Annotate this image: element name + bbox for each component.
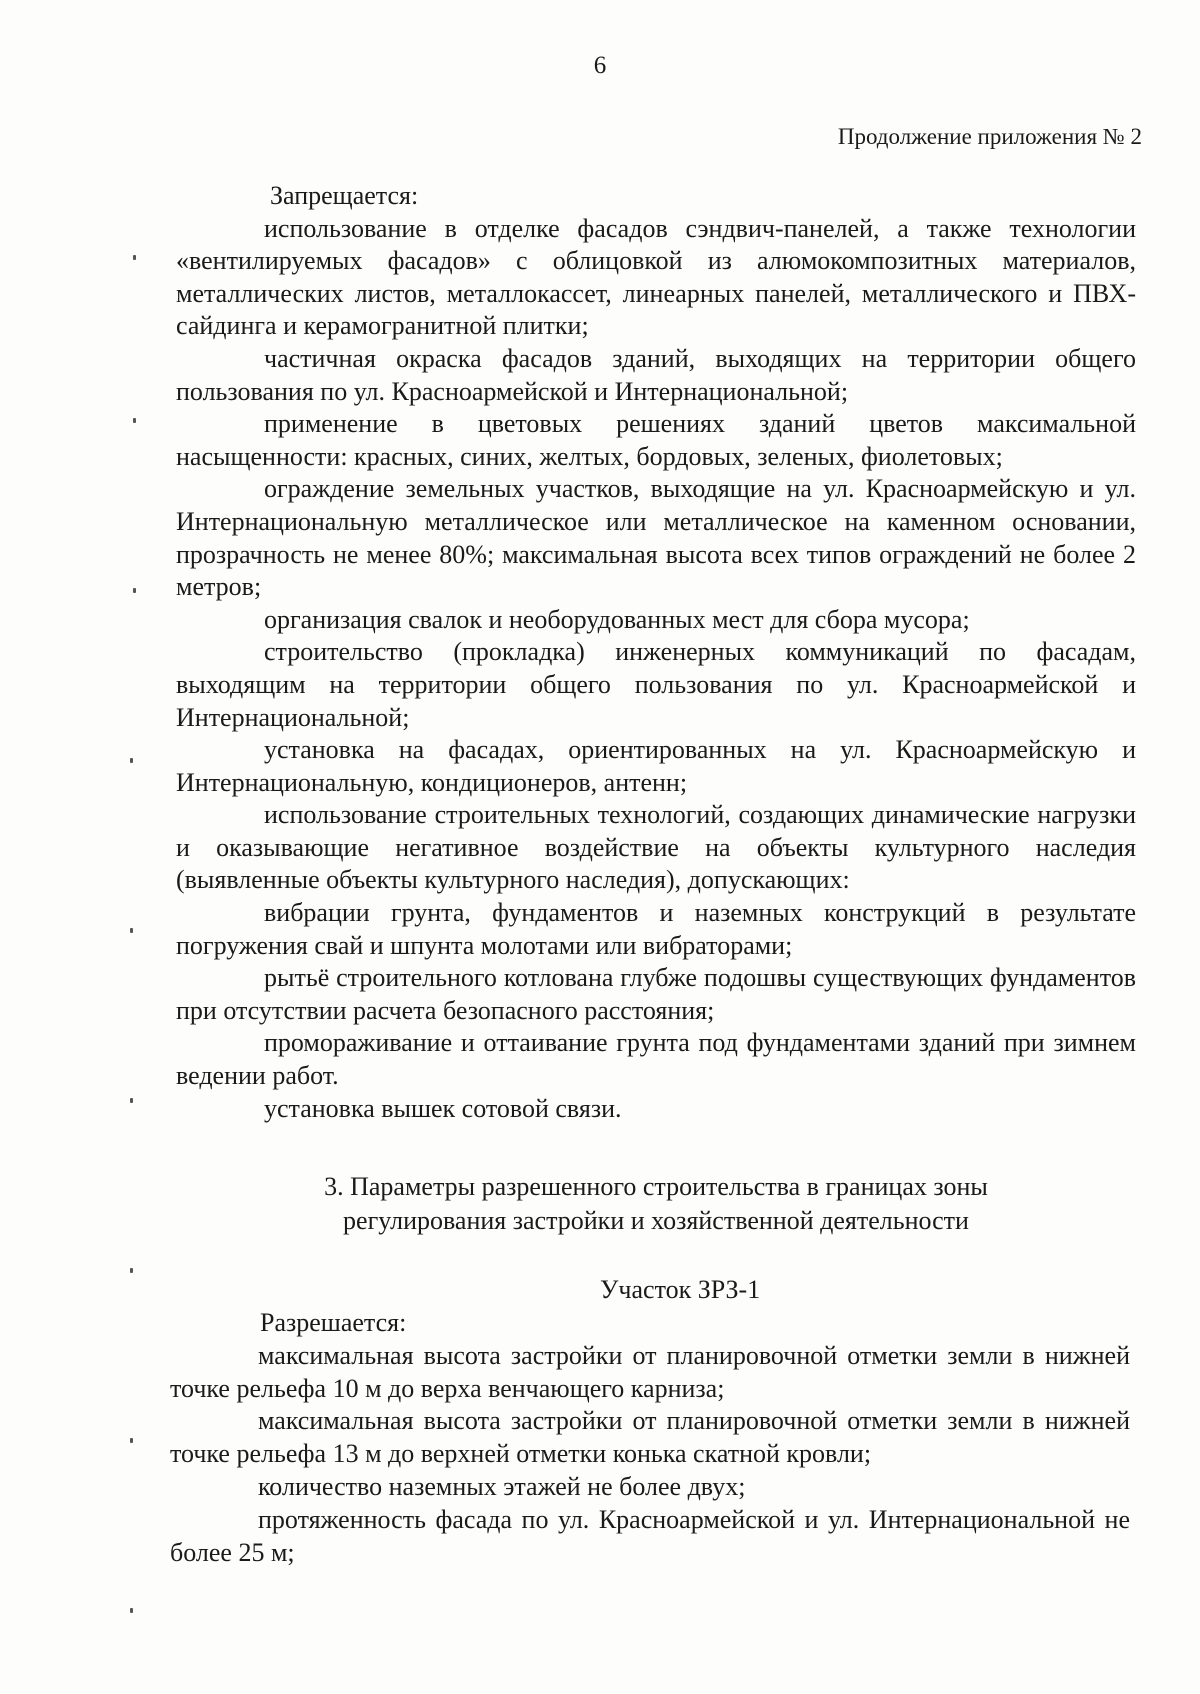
permitted-item: количество наземных этажей не более двух; bbox=[258, 1471, 746, 1501]
section-3-heading bbox=[176, 1170, 1136, 1238]
permitted-item: протяженность фасада по ул. Красноармейской и ул. Интернациональной не более 25 м; bbox=[170, 1504, 1130, 1567]
prohibited-item: использование строительных технологий, создающих динамические нагрузки и оказывающие негативное воздействие на объекты культурного наследия (выявленные объекты культурного наследия), допускающих: bbox=[176, 800, 1136, 895]
section-3-title-line-2: регулирования застройки и хозяйственной деятельности bbox=[343, 1206, 969, 1235]
prohibited-item: промораживание и оттаивание грунта под фундаментами зданий при зимнем ведении работ. bbox=[176, 1028, 1136, 1091]
prohibited-item: использование в отделке фасадов сэндвич-панелей, а также технологии «вентилируемых фасадов» с облицовкой из алюмокомпозитных материалов, металлических листов, металлокассет, линеарных панелей, металлического и ПВХ-сайдинга и керамогранитной плитки; bbox=[176, 213, 1136, 341]
appendix-continuation-label: Продолжение приложения № 2 bbox=[837, 124, 1142, 149]
prohibited-item: рытьё строительного котлована глубже подошвы существующих фундаментов при отсутствии расчета безопасного расстояния; bbox=[176, 963, 1136, 1025]
permitted-heading: Разрешается: bbox=[260, 1308, 407, 1337]
permitted-item: максимальная высота застройки от планировочной отметки земли в нижней точке рельефа 10 м до верха венчающего карниза; bbox=[170, 1340, 1130, 1403]
scan-artifact bbox=[133, 255, 136, 260]
prohibited-item: частичная окраска фасадов зданий, выходящих на территории общего пользования по ул. Красноармейской и Интернациональной; bbox=[176, 343, 1136, 406]
prohibited-item: вибрации грунта, фундаментов и наземных конструкций в результате погружения свай и шпунта молотами или вибраторами; bbox=[176, 898, 1136, 960]
scan-artifact bbox=[130, 1268, 133, 1273]
prohibited-heading: Запрещается: bbox=[270, 181, 419, 210]
permitted-section bbox=[170, 1307, 1130, 1569]
prohibited-item: строительство (прокладка) инженерных коммуникаций по фасадам, выходящим на территории общего пользования по ул. Красноармейской и Интернациональной; bbox=[176, 637, 1136, 732]
scan-artifact bbox=[130, 1098, 133, 1103]
prohibited-item: установка на фасадах, ориентированных на ул. Красноармейскую и Интернациональную, кондиционеров, антенн; bbox=[176, 735, 1136, 797]
scan-artifact bbox=[133, 418, 136, 423]
scan-artifact bbox=[130, 1438, 133, 1443]
prohibited-item: организация свалок и необорудованных мест для сбора мусора; bbox=[264, 604, 970, 634]
scan-artifact bbox=[130, 928, 133, 933]
scan-artifact bbox=[130, 1608, 133, 1613]
scan-artifact bbox=[133, 588, 136, 593]
prohibited-section bbox=[176, 180, 1136, 1125]
prohibited-item: применение в цветовых решениях зданий цветов максимальной насыщенности: красных, синих, желтых, бордовых, зеленых, фиолетовых; bbox=[176, 409, 1136, 471]
section-3-title-line-1: 3. Параметры разрешенного строительства в границах зоны bbox=[324, 1172, 988, 1201]
permitted-item: максимальная высота застройки от планировочной отметки земли в нижней точке рельефа 13 м до верхней отметки конька скатной кровли; bbox=[170, 1406, 1130, 1469]
page-number: 6 bbox=[593, 52, 607, 79]
prohibited-item: ограждение земельных участков, выходящие на ул. Красноармейскую и ул. Интернациональную металлическое или металлическое на каменном основании, прозрачность не менее 80%; максимальная высота всех типов ограждений не более 2 метров; bbox=[176, 474, 1136, 602]
plot-title: Участок ЗРЗ-1 bbox=[600, 1275, 761, 1304]
prohibited-item: установка вышек сотовой связи. bbox=[264, 1093, 622, 1123]
scan-artifact bbox=[130, 758, 133, 763]
